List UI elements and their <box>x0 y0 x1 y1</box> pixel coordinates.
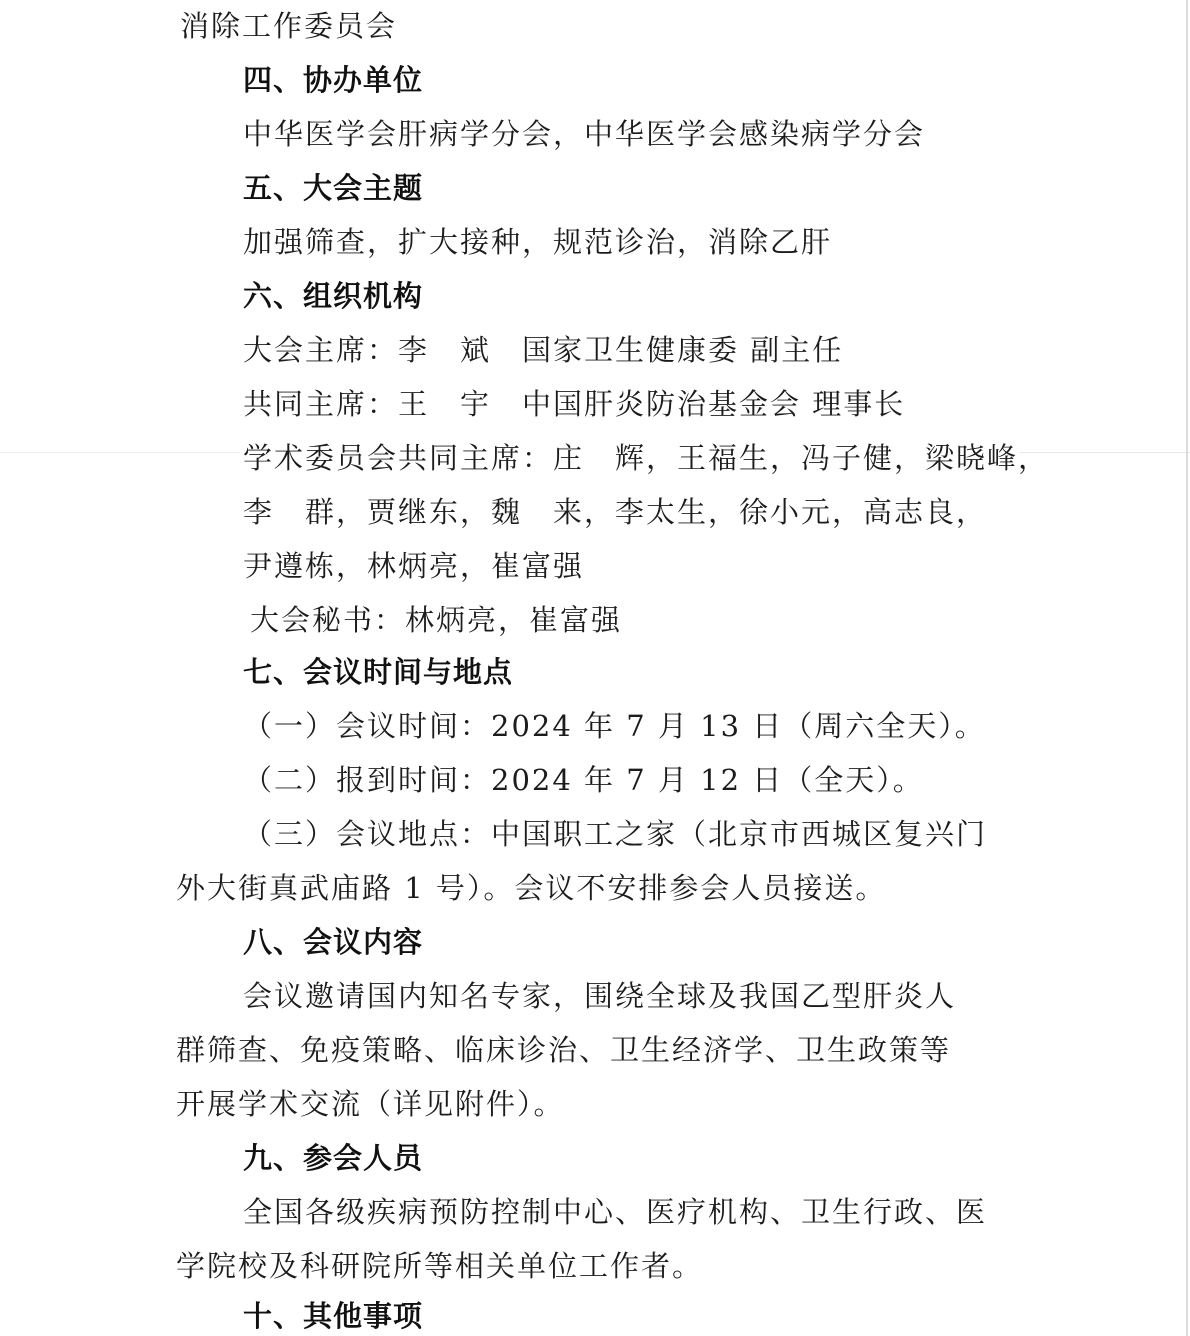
participants-line-1: 全国各级疾病预防控制中心、医疗机构、卫生行政、医 <box>243 1195 988 1229</box>
meeting-location-line-1: （三）会议地点：中国职工之家（北京市西城区复兴门 <box>243 817 988 851</box>
section-heading-content: 八、会议内容 <box>243 925 424 959</box>
participants-line-2: 学院校及科研院所等相关单位工作者。 <box>176 1249 704 1283</box>
section-heading-theme: 五、大会主题 <box>243 171 424 205</box>
content-line-3: 开展学术交流（详见附件）。 <box>176 1087 565 1121</box>
section-heading-participants: 九、参会人员 <box>243 1141 424 1175</box>
scan-page-edge <box>1186 0 1188 1336</box>
registration-time-line: （二）报到时间：2024 年 7 月 12 日（全天）。 <box>243 763 924 797</box>
theme-text: 加强筛查，扩大接种，规范诊治，消除乙肝 <box>243 225 833 259</box>
academic-committee-line-2: 李 群，贾继东，魏 来，李太生，徐小元，高志良， <box>243 495 988 529</box>
co-chairman-line: 共同主席：王 宇 中国肝炎防治基金会 理事长 <box>243 387 906 421</box>
content-line-2: 群筛查、免疫策略、临床诊治、卫生经济学、卫生政策等 <box>176 1033 952 1067</box>
organizer-name-continued: 消除工作委员会 <box>180 9 398 43</box>
academic-committee-line-3: 尹遵栋，林炳亮，崔富强 <box>243 549 585 583</box>
section-heading-time-place: 七、会议时间与地点 <box>243 655 514 689</box>
scan-artifact-line-left <box>0 452 240 453</box>
content-line-1: 会议邀请国内知名专家，围绕全球及我国乙型肝炎人 <box>243 979 957 1013</box>
co-organizers-text: 中华医学会肝病学分会，中华医学会感染病学分会 <box>243 117 926 151</box>
chairman-line: 大会主席：李 斌 国家卫生健康委 副主任 <box>243 333 844 367</box>
section-heading-other-matters: 十、其他事项 <box>243 1299 424 1333</box>
academic-committee-line-1: 学术委员会共同主席：庄 辉，王福生，冯子健，梁晓峰， <box>243 441 1050 475</box>
secretary-line: 大会秘书：林炳亮，崔富强 <box>250 603 623 637</box>
meeting-location-line-2: 外大街真武庙路 1 号）。会议不安排参会人员接送。 <box>176 871 887 905</box>
meeting-time-line: （一）会议时间：2024 年 7 月 13 日（周六全天）。 <box>243 709 986 743</box>
section-heading-co-organizers: 四、协办单位 <box>243 63 424 97</box>
section-heading-organization: 六、组织机构 <box>243 279 424 313</box>
